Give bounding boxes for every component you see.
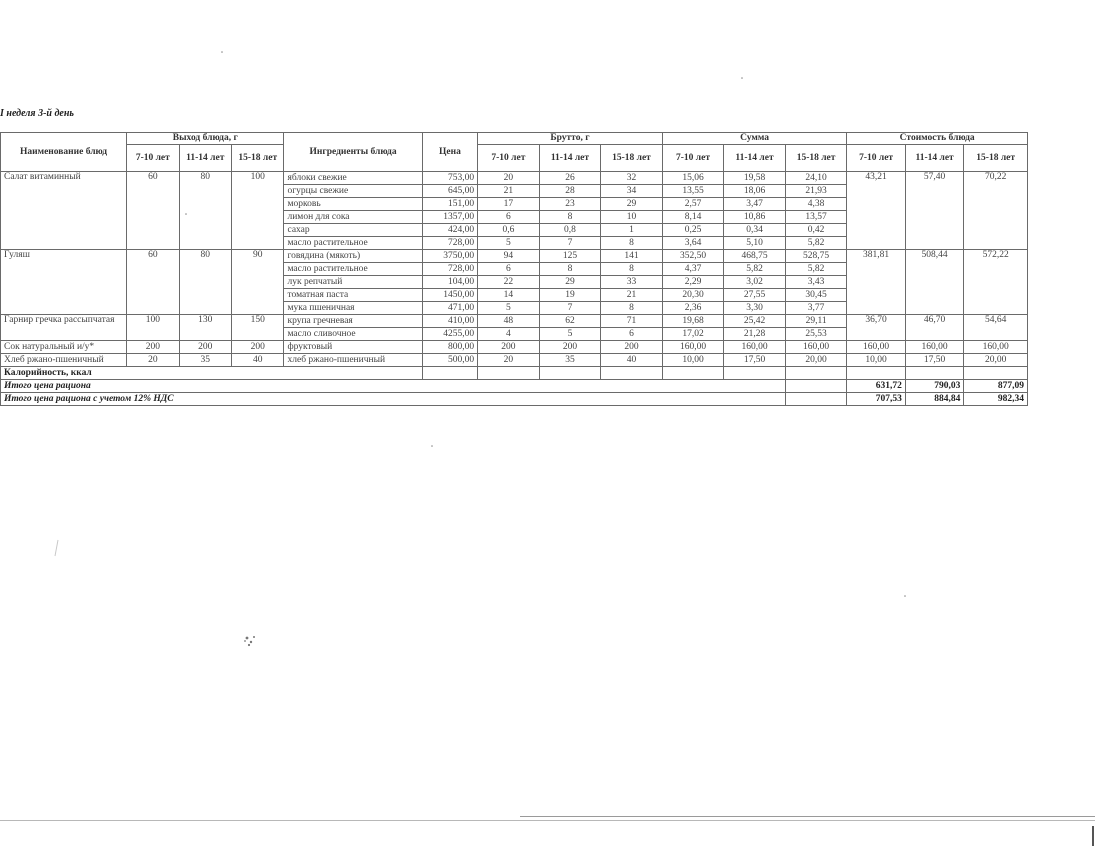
ingredient-cell: масло растительное bbox=[284, 263, 422, 276]
empty-cell bbox=[785, 380, 847, 393]
price-cell: 728,00 bbox=[422, 237, 477, 250]
brutto-cell: 5 bbox=[478, 237, 540, 250]
brutto-cell: 125 bbox=[539, 250, 601, 263]
brutto-cell: 8 bbox=[539, 211, 601, 224]
vat-total-value: 707,53 bbox=[847, 393, 906, 406]
brutto-cell: 20 bbox=[478, 354, 540, 367]
brutto-cell: 28 bbox=[539, 185, 601, 198]
age-header: 11-14 лет bbox=[905, 145, 964, 172]
price-cell: 104,00 bbox=[422, 276, 477, 289]
brutto-cell: 26 bbox=[539, 172, 601, 185]
sum-cell: 13,55 bbox=[662, 185, 724, 198]
ingredient-cell: огурцы свежие bbox=[284, 185, 422, 198]
price-cell: 410,00 bbox=[422, 315, 477, 328]
sum-cell: 160,00 bbox=[724, 341, 786, 354]
price-cell: 728,00 bbox=[422, 263, 477, 276]
price-cell: 1450,00 bbox=[422, 289, 477, 302]
ingredient-cell: морковь bbox=[284, 198, 422, 211]
age-header: 7-10 лет bbox=[478, 145, 540, 172]
output-cell: 200 bbox=[127, 341, 179, 354]
cost-cell: 160,00 bbox=[905, 341, 964, 354]
brutto-cell: 62 bbox=[539, 315, 601, 328]
price-cell: 645,00 bbox=[422, 185, 477, 198]
sum-cell: 2,57 bbox=[662, 198, 724, 211]
ingredient-cell: хлеб ржано-пшеничный bbox=[284, 354, 422, 367]
header-cost: Стоимость блюда bbox=[847, 133, 1028, 145]
table-row bbox=[1, 315, 1028, 328]
empty-cell bbox=[601, 367, 663, 380]
dish-name: Гуляш bbox=[1, 250, 127, 315]
brutto-cell: 7 bbox=[539, 237, 601, 250]
output-cell: 200 bbox=[232, 341, 284, 354]
cost-cell: 70,22 bbox=[964, 172, 1028, 250]
output-cell: 40 bbox=[232, 354, 284, 367]
price-cell: 471,00 bbox=[422, 302, 477, 315]
sum-cell: 468,75 bbox=[724, 250, 786, 263]
sum-cell: 3,77 bbox=[785, 302, 847, 315]
empty-cell bbox=[422, 367, 477, 380]
output-cell: 100 bbox=[127, 315, 179, 341]
brutto-cell: 5 bbox=[478, 302, 540, 315]
price-cell: 500,00 bbox=[422, 354, 477, 367]
brutto-cell: 5 bbox=[539, 328, 601, 341]
sum-cell: 3,30 bbox=[724, 302, 786, 315]
price-cell: 424,00 bbox=[422, 224, 477, 237]
dish-name: Гарнир гречка рассыпчатая bbox=[1, 315, 127, 341]
age-header: 7-10 лет bbox=[847, 145, 906, 172]
cost-cell: 160,00 bbox=[964, 341, 1028, 354]
age-header: 7-10 лет bbox=[662, 145, 724, 172]
age-header: 15-18 лет bbox=[785, 145, 847, 172]
ingredient-cell: крупа гречневая bbox=[284, 315, 422, 328]
sum-cell: 29,11 bbox=[785, 315, 847, 328]
sum-cell: 0,42 bbox=[785, 224, 847, 237]
sum-cell: 27,55 bbox=[724, 289, 786, 302]
price-cell: 151,00 bbox=[422, 198, 477, 211]
age-header: 15-18 лет bbox=[232, 145, 284, 172]
cost-cell: 43,21 bbox=[847, 172, 906, 250]
total-value: 790,03 bbox=[905, 380, 964, 393]
brutto-cell: 7 bbox=[539, 302, 601, 315]
brutto-cell: 1 bbox=[601, 224, 663, 237]
dish-name: Салат витаминный bbox=[1, 172, 127, 250]
sum-cell: 21,93 bbox=[785, 185, 847, 198]
brutto-cell: 0,6 bbox=[478, 224, 540, 237]
cost-cell: 20,00 bbox=[964, 354, 1028, 367]
total-value: 877,09 bbox=[964, 380, 1028, 393]
header-output: Выход блюда, г bbox=[127, 133, 284, 145]
brutto-cell: 20 bbox=[478, 172, 540, 185]
sum-cell: 3,43 bbox=[785, 276, 847, 289]
empty-cell bbox=[785, 367, 847, 380]
brutto-cell: 200 bbox=[539, 341, 601, 354]
age-header: 11-14 лет bbox=[724, 145, 786, 172]
page-heading: I неделя 3-й день bbox=[0, 108, 74, 119]
scan-edge-mark bbox=[1092, 826, 1094, 846]
empty-cell bbox=[847, 367, 906, 380]
ingredient-cell: лук репчатый bbox=[284, 276, 422, 289]
sum-cell: 20,00 bbox=[785, 354, 847, 367]
menu-table bbox=[0, 132, 1028, 406]
brutto-cell: 17 bbox=[478, 198, 540, 211]
price-cell: 1357,00 bbox=[422, 211, 477, 224]
sum-cell: 2,36 bbox=[662, 302, 724, 315]
cost-cell: 10,00 bbox=[847, 354, 906, 367]
sum-cell: 5,82 bbox=[785, 263, 847, 276]
vat-total-value: 982,34 bbox=[964, 393, 1028, 406]
table-row bbox=[1, 250, 1028, 263]
table-row bbox=[1, 341, 1028, 354]
brutto-cell: 8 bbox=[601, 302, 663, 315]
cost-cell: 508,44 bbox=[905, 250, 964, 315]
ingredient-cell: фруктовый bbox=[284, 341, 422, 354]
header-brutto: Брутто, г bbox=[478, 133, 663, 145]
brutto-cell: 4 bbox=[478, 328, 540, 341]
age-header: 7-10 лет bbox=[127, 145, 179, 172]
sum-cell: 25,42 bbox=[724, 315, 786, 328]
brutto-cell: 21 bbox=[601, 289, 663, 302]
ingredient-cell: мука пшеничная bbox=[284, 302, 422, 315]
brutto-cell: 200 bbox=[478, 341, 540, 354]
brutto-cell: 22 bbox=[478, 276, 540, 289]
ingredient-cell: яблоки свежие bbox=[284, 172, 422, 185]
sum-cell: 4,38 bbox=[785, 198, 847, 211]
total-row bbox=[1, 380, 1028, 393]
brutto-cell: 35 bbox=[539, 354, 601, 367]
age-header: 11-14 лет bbox=[179, 145, 231, 172]
output-cell: 130 bbox=[179, 315, 231, 341]
brutto-cell: 6 bbox=[478, 211, 540, 224]
vat-total-value: 884,84 bbox=[905, 393, 964, 406]
price-cell: 800,00 bbox=[422, 341, 477, 354]
sum-cell: 13,57 bbox=[785, 211, 847, 224]
vat-total-row bbox=[1, 393, 1028, 406]
sum-cell: 20,30 bbox=[662, 289, 724, 302]
sum-cell: 18,06 bbox=[724, 185, 786, 198]
empty-cell bbox=[724, 367, 786, 380]
empty-cell bbox=[905, 367, 964, 380]
sum-cell: 24,10 bbox=[785, 172, 847, 185]
dish-name: Сок натуральный и/у* bbox=[1, 341, 127, 354]
brutto-cell: 71 bbox=[601, 315, 663, 328]
empty-cell bbox=[964, 367, 1028, 380]
brutto-cell: 6 bbox=[478, 263, 540, 276]
brutto-cell: 10 bbox=[601, 211, 663, 224]
vat-total-label: Итого цена рациона с учетом 12% НДС bbox=[1, 393, 786, 406]
sum-cell: 3,02 bbox=[724, 276, 786, 289]
brutto-cell: 33 bbox=[601, 276, 663, 289]
sum-cell: 5,10 bbox=[724, 237, 786, 250]
brutto-cell: 0,8 bbox=[539, 224, 601, 237]
sum-cell: 30,45 bbox=[785, 289, 847, 302]
brutto-cell: 19 bbox=[539, 289, 601, 302]
ingredient-cell: лимон для сока bbox=[284, 211, 422, 224]
dish-name: Хлеб ржано-пшеничный bbox=[1, 354, 127, 367]
empty-cell bbox=[478, 367, 540, 380]
output-cell: 60 bbox=[127, 172, 179, 250]
table-row bbox=[1, 354, 1028, 367]
sum-cell: 160,00 bbox=[785, 341, 847, 354]
brutto-cell: 40 bbox=[601, 354, 663, 367]
sum-cell: 19,68 bbox=[662, 315, 724, 328]
header-ingredients: Ингредиенты блюда bbox=[284, 133, 422, 172]
smudge-mark bbox=[244, 636, 255, 646]
brutto-cell: 94 bbox=[478, 250, 540, 263]
sum-cell: 3,47 bbox=[724, 198, 786, 211]
price-cell: 3750,00 bbox=[422, 250, 477, 263]
output-cell: 150 bbox=[232, 315, 284, 341]
sum-cell: 8,14 bbox=[662, 211, 724, 224]
brutto-cell: 14 bbox=[478, 289, 540, 302]
brutto-cell: 32 bbox=[601, 172, 663, 185]
cost-cell: 572,22 bbox=[964, 250, 1028, 315]
sum-cell: 17,50 bbox=[724, 354, 786, 367]
sum-cell: 21,28 bbox=[724, 328, 786, 341]
output-cell: 80 bbox=[179, 250, 231, 315]
price-cell: 4255,00 bbox=[422, 328, 477, 341]
header-sum: Сумма bbox=[662, 133, 847, 145]
brutto-cell: 6 bbox=[601, 328, 663, 341]
brutto-cell: 29 bbox=[601, 198, 663, 211]
cost-cell: 17,50 bbox=[905, 354, 964, 367]
sum-cell: 352,50 bbox=[662, 250, 724, 263]
age-header: 15-18 лет bbox=[964, 145, 1028, 172]
ingredient-cell: масло растительное bbox=[284, 237, 422, 250]
calories-row bbox=[1, 367, 1028, 380]
brutto-cell: 34 bbox=[601, 185, 663, 198]
sum-cell: 17,02 bbox=[662, 328, 724, 341]
output-cell: 80 bbox=[179, 172, 231, 250]
brutto-cell: 8 bbox=[601, 237, 663, 250]
brutto-cell: 21 bbox=[478, 185, 540, 198]
ingredient-cell: масло сливочное bbox=[284, 328, 422, 341]
sum-cell: 10,86 bbox=[724, 211, 786, 224]
sum-cell: 0,25 bbox=[662, 224, 724, 237]
age-header: 15-18 лет bbox=[601, 145, 663, 172]
age-header: 11-14 лет bbox=[539, 145, 601, 172]
total-label: Итого цена рациона bbox=[1, 380, 786, 393]
sum-cell: 5,82 bbox=[785, 237, 847, 250]
empty-cell bbox=[662, 367, 724, 380]
scan-edge-line bbox=[520, 816, 1095, 817]
sum-cell: 25,53 bbox=[785, 328, 847, 341]
ingredient-cell: томатная паста bbox=[284, 289, 422, 302]
sum-cell: 2,29 bbox=[662, 276, 724, 289]
calories-label: Калорийность, ккал bbox=[1, 367, 423, 380]
output-cell: 90 bbox=[232, 250, 284, 315]
cost-cell: 160,00 bbox=[847, 341, 906, 354]
cost-cell: 54,64 bbox=[964, 315, 1028, 341]
sum-cell: 19,58 bbox=[724, 172, 786, 185]
output-cell: 35 bbox=[179, 354, 231, 367]
sum-cell: 5,82 bbox=[724, 263, 786, 276]
cost-cell: 57,40 bbox=[905, 172, 964, 250]
brutto-cell: 200 bbox=[601, 341, 663, 354]
ingredient-cell: сахар bbox=[284, 224, 422, 237]
output-cell: 100 bbox=[232, 172, 284, 250]
brutto-cell: 29 bbox=[539, 276, 601, 289]
price-cell: 753,00 bbox=[422, 172, 477, 185]
table-row bbox=[1, 172, 1028, 185]
brutto-cell: 48 bbox=[478, 315, 540, 328]
output-cell: 60 bbox=[127, 250, 179, 315]
sum-cell: 10,00 bbox=[662, 354, 724, 367]
brutto-cell: 23 bbox=[539, 198, 601, 211]
brutto-cell: 141 bbox=[601, 250, 663, 263]
sum-cell: 4,37 bbox=[662, 263, 724, 276]
brutto-cell: 8 bbox=[539, 263, 601, 276]
header-dish-name: Наименование блюд bbox=[1, 133, 127, 172]
sum-cell: 528,75 bbox=[785, 250, 847, 263]
ingredient-cell: говядина (мякоть) bbox=[284, 250, 422, 263]
cost-cell: 381,81 bbox=[847, 250, 906, 315]
sum-cell: 0,34 bbox=[724, 224, 786, 237]
total-value: 631,72 bbox=[847, 380, 906, 393]
scan-edge-line bbox=[0, 820, 1095, 821]
sum-cell: 15,06 bbox=[662, 172, 724, 185]
empty-cell bbox=[785, 393, 847, 406]
sum-cell: 160,00 bbox=[662, 341, 724, 354]
header-price: Цена bbox=[422, 133, 477, 172]
output-cell: 200 bbox=[179, 341, 231, 354]
empty-cell bbox=[539, 367, 601, 380]
cost-cell: 36,70 bbox=[847, 315, 906, 341]
sum-cell: 3,64 bbox=[662, 237, 724, 250]
brutto-cell: 8 bbox=[601, 263, 663, 276]
output-cell: 20 bbox=[127, 354, 179, 367]
cost-cell: 46,70 bbox=[905, 315, 964, 341]
